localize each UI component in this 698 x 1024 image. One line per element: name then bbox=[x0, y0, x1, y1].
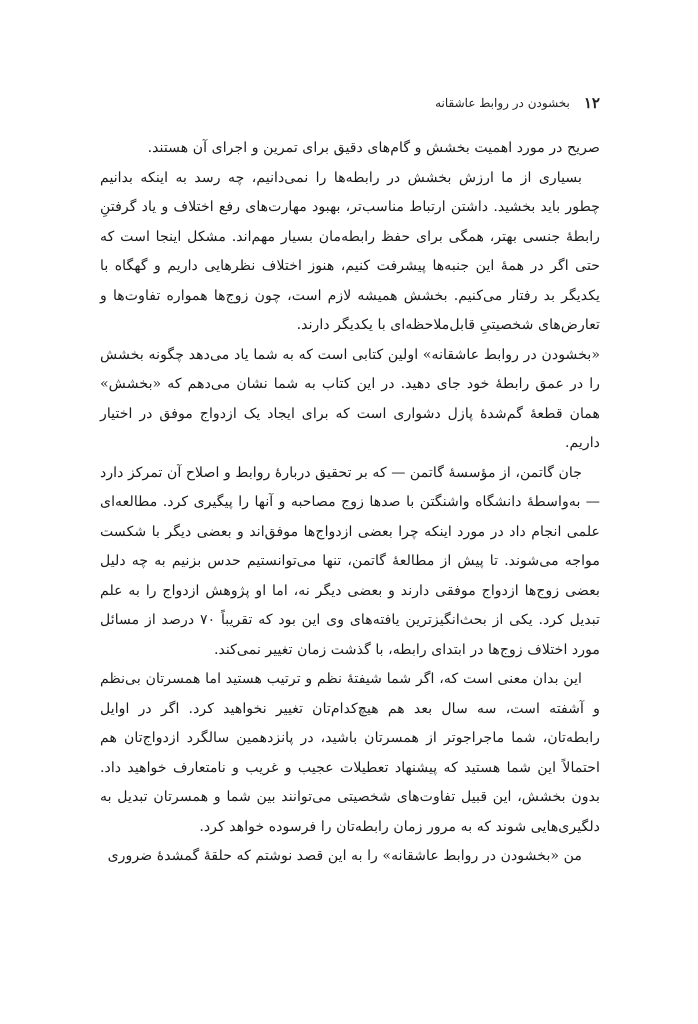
page-number: ۱۲ bbox=[583, 94, 600, 112]
paragraph-continuation: صریح در مورد اهمیت بخشش و گام‌های دقیق برای تمرین و اجرای آن هستند. bbox=[147, 140, 600, 156]
paragraph: این بدان معنی است که، اگر شما شیفتهٔ نظم و ترتیب هستید اما همسرتان بی‌نظم و آشفته است، سه سال بعد هم هیچ‌کدام‌تان تغییر نخواهید کرد. اگر در اوایل رابطه‌تان، شما ماجراجوتر از همسرتان باشید، در پانزدهمین سالگرد ازدواج‌تان هم احتمالاً این شما هستید که پیشنهاد تعطیلات عجیب و غریب و نامتعارف خواهید داد. بدون بخشش، این قبیل تفاوت‌های شخصیتی می‌توانند بین شما و همسرتان تبدیل به دلگیری‌هایی شوند که به مرور زمان رابطه‌تان را فرسوده خواهد کرد. bbox=[100, 671, 600, 835]
running-head bbox=[100, 93, 600, 113]
paragraph: جان گاتمن، از مؤسسهٔ گاتمن — که بر تحقیق دربارهٔ روابط و اصلاح آن تمرکز دارد — به‌واسطهٔ دانشگاه واشنگتن با صدها زوج مصاحبه و آنها را پیگیری کرد. مطالعه‌ای علمی انجام داد در مورد اینکه چرا بعضی ازدواج‌ها موفق‌اند و بعضی دیگر با شکست مواجه می‌شوند. تا پیش از مطالعهٔ گاتمن، تنها می‌توانستیم حدس بزنیم به چه دلیل بعضی زوج‌ها ازدواج موفقی دارند و بعضی دیگر نه، اما او پژوهش ازدواج را به علم تبدیل کرد. یکی از بحث‌انگیزترین یافته‌های وی این بود که تقریباً ۷۰ درصد از مسائل مورد اختلاف زوج‌ها در ابتدای رابطه، با گذشت زمان تغییر نمی‌کند. bbox=[100, 464, 600, 658]
paragraph: «بخشودن در روابط عاشقانه» اولین کتابی است که به شما یاد می‌دهد چگونه بخشش را در عمق رابطهٔ خود جای دهید. در این کتاب به شما نشان می‌دهم که «بخشش» همان قطعهٔ گم‌شدهٔ پازل دشواری است که برای ایجاد یک ازدواج موفق در اختیار داریم. bbox=[100, 346, 600, 451]
body-text bbox=[100, 134, 600, 872]
paragraph: بسیاری از ما ارزش بخشش در رابطه‌ها را نمی‌دانیم، چه رسد به اینکه بدانیم چطور باید بخشید. داشتن ارتباط مناسب‌تر، بهبود مهارت‌های رفع اختلاف و یاد گرفتنِ رابطهٔ جنسی بهتر، همگی برای حفظ رابطه‌مان بسیار مهم‌اند. مشکل اینجا است که حتی اگر در همهٔ این جنبه‌ها پیشرفت کنیم، هنوز اختلاف نظرهایی داریم و گهگاه با یکدیگر بد رفتار می‌کنیم. بخشش همیشه لازم است، چون زوج‌ها همواره تفاوت‌ها و تعارض‌های شخصیتیِ قابل‌ملاحظه‌ای با یکدیگر دارند. bbox=[100, 169, 600, 333]
running-head-title: بخشودن در روابط عاشقانه bbox=[435, 96, 570, 110]
paragraph: من «بخشودن در روابط عاشقانه» را به این قصد نوشتم که حلقهٔ گمشدهٔ ضروری bbox=[107, 848, 582, 864]
